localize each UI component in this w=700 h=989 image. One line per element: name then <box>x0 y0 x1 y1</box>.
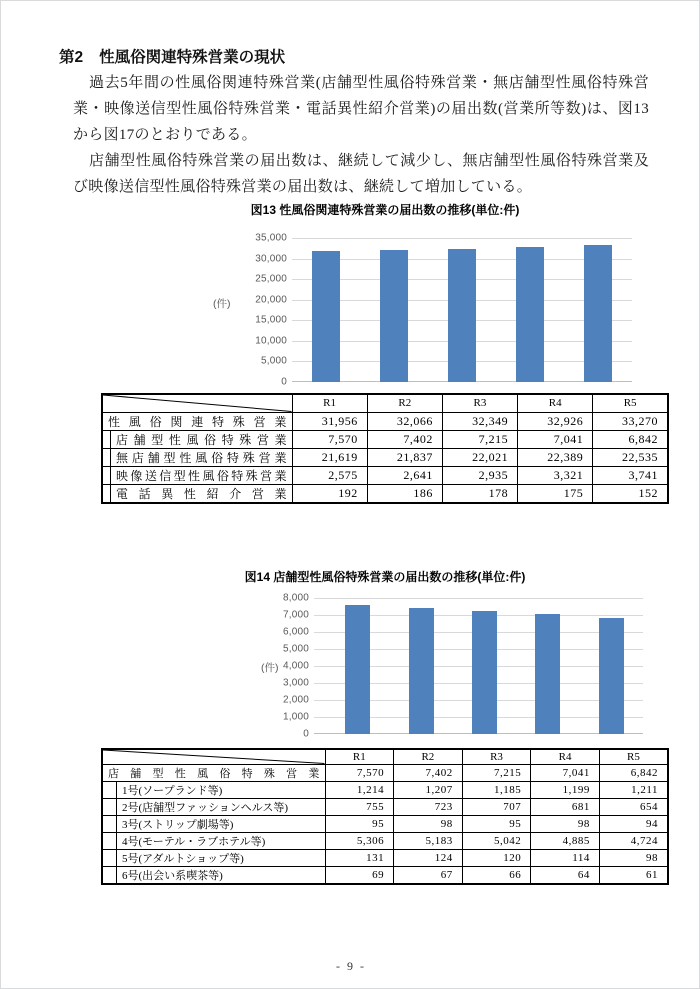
value-cell: 32,926 <box>518 412 593 430</box>
value-cell: 94 <box>599 815 668 832</box>
value-cell: 131 <box>325 849 394 866</box>
table-row <box>102 448 668 466</box>
column-header: R1 <box>292 394 367 412</box>
label-char: 特 <box>211 414 224 429</box>
label-char: 型 <box>151 432 164 447</box>
value-cell: 61 <box>599 866 668 884</box>
bar-slot <box>580 598 643 734</box>
label-char: 特 <box>221 432 234 447</box>
table-row <box>102 466 668 484</box>
y-tick-label: 6,000 <box>282 626 309 638</box>
label-char: 異 <box>161 486 174 501</box>
bar-R4 <box>535 614 560 734</box>
column-header: R3 <box>442 394 517 412</box>
row-label <box>103 782 325 798</box>
value-cell: 1,207 <box>394 781 463 798</box>
row-label-text: 2号(店舗型ファッションヘルス等) <box>122 801 289 814</box>
column-header: R1 <box>325 749 394 764</box>
row-label-text: 5号(アダルトショップ等) <box>122 852 244 865</box>
label-char: 風 <box>197 767 209 780</box>
value-cell: 98 <box>531 815 600 832</box>
value-cell: 66 <box>462 866 531 884</box>
row-label-text <box>111 431 292 448</box>
label-char: 特 <box>226 450 239 465</box>
table-row <box>102 832 668 849</box>
row-label-cell <box>102 484 292 503</box>
row-label-text: 3号(ストリップ劇場等) <box>122 818 234 831</box>
row-label-text <box>111 467 292 484</box>
value-cell: 6,842 <box>599 764 668 781</box>
bar-R3 <box>448 249 476 382</box>
indent-spacer <box>103 485 111 502</box>
value-cell: 124 <box>394 849 463 866</box>
row-label <box>103 833 325 849</box>
bar-slot <box>516 598 579 734</box>
value-cell: 7,041 <box>518 430 593 448</box>
row-label-text: 1号(ソープランド等) <box>122 784 223 797</box>
value-cell: 3,321 <box>518 466 593 484</box>
label-char: 殊 <box>245 468 258 483</box>
y-tick-label: 20,000 <box>255 294 287 306</box>
column-header: R3 <box>462 749 531 764</box>
label-char: 俗 <box>219 767 231 780</box>
table-row <box>102 866 668 884</box>
row-label-cell <box>102 448 292 466</box>
label-char: 無 <box>116 450 129 465</box>
page-number: - 9 - <box>336 959 366 973</box>
row-label-cell <box>102 430 292 448</box>
indent-spacer <box>103 799 117 815</box>
row-label-cell <box>102 815 325 832</box>
figure13-caption: 図13 性風俗関連特殊営業の届出数の推移(単位:件) <box>250 203 520 217</box>
label-char: 性 <box>179 450 192 465</box>
value-cell: 5,306 <box>325 832 394 849</box>
bar-R3 <box>472 611 497 734</box>
value-cell: 723 <box>394 798 463 815</box>
label-char: 営 <box>260 468 273 483</box>
row-label <box>103 867 325 883</box>
value-cell: 2,575 <box>292 466 367 484</box>
value-cell: 6,842 <box>593 430 668 448</box>
value-cell: 32,066 <box>367 412 442 430</box>
column-header: R4 <box>531 749 600 764</box>
bar-R5 <box>584 245 612 382</box>
bar-R2 <box>409 608 434 734</box>
figure14-bar-chart <box>101 591 661 746</box>
row-label-text <box>103 413 292 430</box>
value-cell: 98 <box>599 849 668 866</box>
diagonal-line <box>103 750 325 764</box>
indent-spacer <box>103 867 117 883</box>
row-label-text: 4号(モーテル・ラブホテル等) <box>122 835 266 848</box>
y-tick-label: 25,000 <box>255 273 287 285</box>
indent-spacer <box>103 449 111 466</box>
label-char: 性 <box>188 468 201 483</box>
row-label-cell <box>102 798 325 815</box>
bar-R2 <box>380 250 408 382</box>
bar-R5 <box>599 618 624 734</box>
row-label-cell <box>102 466 292 484</box>
y-tick-label: 7,000 <box>282 609 309 621</box>
label-char: 風 <box>202 468 215 483</box>
diagonal-line <box>103 395 292 412</box>
label-char: 性 <box>183 486 196 501</box>
value-cell: 7,215 <box>442 430 517 448</box>
y-axis <box>101 592 309 740</box>
label-char: 像 <box>130 468 143 483</box>
indent-spacer <box>103 782 117 798</box>
label-char: 映 <box>116 468 129 483</box>
body-text <box>73 70 649 200</box>
value-cell: 1,211 <box>599 781 668 798</box>
bar-R1 <box>345 605 370 734</box>
value-cell: 64 <box>531 866 600 884</box>
row-label-text <box>111 485 292 502</box>
value-cell: 22,389 <box>518 448 593 466</box>
label-char: 送 <box>144 468 157 483</box>
value-cell: 681 <box>531 798 600 815</box>
indent-spacer <box>103 431 111 448</box>
label-char: 殊 <box>242 450 255 465</box>
value-cell: 32,349 <box>442 412 517 430</box>
label-char: 介 <box>229 486 242 501</box>
figure14-caption: 図14 店舗型性風俗特殊営業の届出数の推移(単位:件) <box>244 570 526 584</box>
label-char: 風 <box>128 414 141 429</box>
row-label-cell <box>102 764 325 781</box>
bars-group <box>326 598 643 734</box>
label-char: 舗 <box>147 450 160 465</box>
value-cell: 69 <box>325 866 394 884</box>
value-cell: 192 <box>292 484 367 503</box>
value-cell: 7,570 <box>292 430 367 448</box>
value-cell: 7,041 <box>531 764 600 781</box>
label-char: 性 <box>174 767 186 780</box>
paragraph: 店舗型性風俗特殊営業の届出数は、継続して減少し、無店舗型性風俗特殊営業及び映像送信型性風俗特殊営業の届出数は、継続して増加している。 <box>73 153 649 195</box>
table-row <box>102 781 668 798</box>
label-char: 店 <box>131 450 144 465</box>
value-cell: 654 <box>599 798 668 815</box>
table-header-row <box>102 394 668 412</box>
label-char: 営 <box>253 414 266 429</box>
y-axis <box>101 232 287 388</box>
row-label-text: 6号(出会い系喫茶等) <box>122 869 223 882</box>
value-cell: 3,741 <box>593 466 668 484</box>
label-char: 信 <box>159 468 172 483</box>
table-row <box>102 815 668 832</box>
row-label <box>103 765 325 781</box>
row-label <box>103 485 292 502</box>
label-char: 業 <box>274 450 287 465</box>
row-label-text <box>103 765 325 781</box>
row-label-text <box>111 449 292 466</box>
label-char: 俗 <box>216 468 229 483</box>
value-cell: 7,570 <box>325 764 394 781</box>
table-row <box>102 849 668 866</box>
label-char: 舗 <box>130 767 142 780</box>
figure13-data-table <box>101 393 669 504</box>
column-header: R2 <box>367 394 442 412</box>
value-cell: 31,956 <box>292 412 367 430</box>
value-cell: 5,042 <box>462 832 531 849</box>
section-heading <box>59 45 285 67</box>
y-tick-label: 10,000 <box>255 335 287 347</box>
y-tick-label: 1,000 <box>282 711 309 723</box>
label-char: 性 <box>168 432 181 447</box>
bar-slot <box>389 598 452 734</box>
value-cell: 67 <box>394 866 463 884</box>
label-char: 店 <box>108 767 119 780</box>
table-row <box>102 412 668 430</box>
bar-slot <box>428 238 496 382</box>
value-cell: 755 <box>325 798 394 815</box>
y-tick-label: 0 <box>281 376 287 388</box>
value-cell: 4,885 <box>531 832 600 849</box>
row-label <box>103 431 292 448</box>
bars-group <box>292 238 632 382</box>
label-char: 型 <box>173 468 186 483</box>
bar-R4 <box>516 247 544 382</box>
paragraph: 過去5年間の性風俗関連特殊営業(店舗型性風俗特殊営業・無店舗型性風俗特殊営業・映像送信型性風俗特殊営業・電話異性紹介営業)の届出数(営業所等数)は、図13から図17のとおりである。 <box>73 75 649 143</box>
row-label-cell <box>102 781 325 798</box>
label-char: 殊 <box>232 414 245 429</box>
label-char: 営 <box>286 767 298 780</box>
label-char: 営 <box>258 450 271 465</box>
value-cell: 33,270 <box>593 412 668 430</box>
value-cell: 178 <box>442 484 517 503</box>
value-cell: 175 <box>518 484 593 503</box>
section-title: 性風俗関連特殊営業の現状 <box>99 49 286 66</box>
label-char: 店 <box>116 432 129 447</box>
bar-slot <box>360 238 428 382</box>
table-row <box>102 484 668 503</box>
value-cell: 22,535 <box>593 448 668 466</box>
label-char: 業 <box>308 767 320 780</box>
y-tick-label: 3,000 <box>282 677 309 689</box>
table-row <box>102 764 668 781</box>
label-char: 俗 <box>204 432 217 447</box>
row-label <box>103 413 292 430</box>
value-cell: 120 <box>462 849 531 866</box>
bar-slot <box>496 238 564 382</box>
table-corner-diagonal <box>102 749 325 764</box>
value-cell: 114 <box>531 849 600 866</box>
label-char: 性 <box>108 414 121 429</box>
value-cell: 95 <box>325 815 394 832</box>
y-tick-label: 0 <box>303 728 309 740</box>
plot-area <box>314 598 643 734</box>
value-cell: 7,402 <box>367 430 442 448</box>
label-char: 特 <box>241 767 253 780</box>
table-header-row <box>102 749 668 764</box>
column-header: R5 <box>599 749 668 764</box>
y-tick-label: 8,000 <box>282 592 309 604</box>
row-label <box>103 799 325 815</box>
label-char: 関 <box>170 414 183 429</box>
value-cell: 4,724 <box>599 832 668 849</box>
label-char: 営 <box>256 432 269 447</box>
y-axis-unit-label: (件) <box>213 298 231 310</box>
value-cell: 22,021 <box>442 448 517 466</box>
label-char: 電 <box>116 486 129 501</box>
indent-spacer <box>103 833 117 849</box>
value-cell: 98 <box>394 815 463 832</box>
value-cell: 95 <box>462 815 531 832</box>
label-char: 俗 <box>149 414 162 429</box>
column-header: R2 <box>394 749 463 764</box>
bar-slot <box>453 598 516 734</box>
label-char: 殊 <box>263 767 275 780</box>
label-char: 連 <box>191 414 204 429</box>
row-label <box>103 850 325 866</box>
label-char: 舗 <box>133 432 146 447</box>
label-char: 風 <box>195 450 208 465</box>
bar-slot <box>564 238 632 382</box>
label-char: 業 <box>274 432 287 447</box>
value-cell: 1,214 <box>325 781 394 798</box>
y-axis-unit-label: (件) <box>261 662 279 674</box>
value-cell: 2,935 <box>442 466 517 484</box>
indent-spacer <box>103 816 117 832</box>
y-tick-label: 30,000 <box>255 253 287 265</box>
figure14-data-table <box>101 748 669 885</box>
table-corner-diagonal <box>102 394 292 412</box>
value-cell: 152 <box>593 484 668 503</box>
indent-spacer <box>103 850 117 866</box>
y-tick-label: 5,000 <box>282 643 309 655</box>
label-char: 話 <box>138 486 151 501</box>
y-tick-label: 4,000 <box>282 660 309 672</box>
row-label <box>103 816 325 832</box>
value-cell: 21,619 <box>292 448 367 466</box>
row-label <box>103 467 292 484</box>
value-cell: 1,185 <box>462 781 531 798</box>
y-tick-label: 5,000 <box>260 355 287 367</box>
label-char: 業 <box>274 486 287 501</box>
section-number: 第2 <box>59 49 84 66</box>
label-char: 風 <box>186 432 199 447</box>
column-header: R4 <box>518 394 593 412</box>
y-tick-label: 2,000 <box>282 694 309 706</box>
plot-area <box>292 238 632 382</box>
value-cell: 21,837 <box>367 448 442 466</box>
label-char: 特 <box>231 468 244 483</box>
y-tick-label: 35,000 <box>255 232 287 244</box>
label-char: 型 <box>152 767 164 780</box>
label-char: 型 <box>163 450 176 465</box>
row-label-cell <box>102 866 325 884</box>
bar-R1 <box>312 251 340 382</box>
column-header: R5 <box>593 394 668 412</box>
label-char: 紹 <box>206 486 219 501</box>
y-tick-label: 15,000 <box>255 314 287 326</box>
label-char: 業 <box>274 414 287 429</box>
row-label-cell <box>102 849 325 866</box>
value-cell: 5,183 <box>394 832 463 849</box>
label-char: 殊 <box>239 432 252 447</box>
value-cell: 7,215 <box>462 764 531 781</box>
table-row <box>102 798 668 815</box>
table-row <box>102 430 668 448</box>
indent-spacer <box>103 467 111 484</box>
row-label <box>103 449 292 466</box>
figure13-bar-chart <box>101 231 661 391</box>
value-cell: 2,641 <box>367 466 442 484</box>
value-cell: 707 <box>462 798 531 815</box>
label-char: 営 <box>251 486 264 501</box>
row-label-cell <box>102 412 292 430</box>
value-cell: 7,402 <box>394 764 463 781</box>
label-char: 業 <box>274 468 287 483</box>
label-char: 俗 <box>211 450 224 465</box>
value-cell: 186 <box>367 484 442 503</box>
bar-slot <box>292 238 360 382</box>
row-label-cell <box>102 832 325 849</box>
bar-slot <box>326 598 389 734</box>
value-cell: 1,199 <box>531 781 600 798</box>
